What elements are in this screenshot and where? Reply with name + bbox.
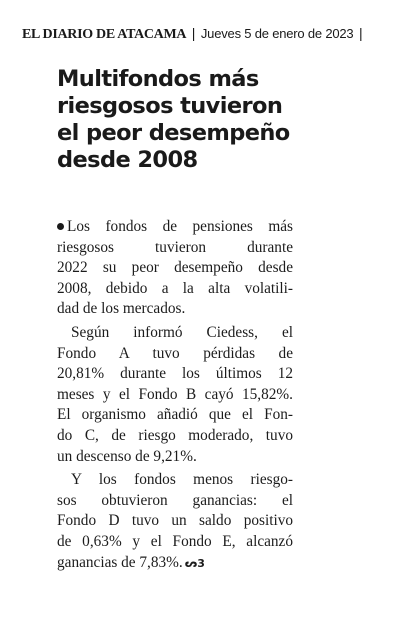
bullet-icon <box>57 223 64 230</box>
headline-line: desde 2008 <box>57 147 198 173</box>
paragraph-line: do C, de riesgo moderado, tuvo <box>57 426 293 444</box>
masthead-separator: | <box>191 25 196 41</box>
article-paragraph <box>57 323 293 467</box>
paragraph-line: de 0,63% y el Fondo E, alcanzó <box>57 532 293 550</box>
masthead-trailing-separator: | <box>358 25 363 41</box>
article-paragraph <box>57 470 293 574</box>
paragraph-line: 2008, debido a la alta volatili- <box>57 279 293 297</box>
headline-line: Multifondos más <box>57 66 259 92</box>
paragraph-line: Los fondos de pensiones más <box>57 217 293 238</box>
article-body <box>57 217 293 574</box>
publication-date: Jueves 5 de enero de 2023 <box>200 26 354 41</box>
masthead <box>22 24 408 44</box>
paragraph-line: ganancias de 7,83%. ᔕ3 <box>57 553 205 571</box>
paragraph-line: dad de los mercados. <box>57 300 186 318</box>
paragraph-line: un descenso de 9,21%. <box>57 447 197 465</box>
paragraph-line: Fondo A tuvo pérdidas de <box>57 344 293 362</box>
headline-line: riesgosos tuvieron <box>57 93 283 119</box>
paragraph-line: El organismo añadió que el Fon- <box>57 406 293 424</box>
newspaper-name: EL DIARIO DE ATACAMA <box>22 27 187 42</box>
paragraph-line: sos obtuvieron ganancias: el <box>57 491 293 509</box>
article-headline <box>57 66 317 174</box>
end-mark-icon: ᔕ3 <box>184 556 205 570</box>
paragraph-line: Y los fondos menos riesgo- <box>71 471 293 489</box>
paragraph-line: Según informó Ciedess, el <box>71 323 293 341</box>
article-paragraph <box>57 217 293 320</box>
headline-line: el peor desempeño <box>57 120 290 146</box>
paragraph-line: 2022 su peor desempeño desde <box>57 259 293 277</box>
paragraph-line: meses y el Fondo B cayó 15,82%. <box>57 385 293 403</box>
paragraph-line: 20,81% durante los últimos 12 <box>57 365 293 383</box>
paragraph-line: riesgosos tuvieron durante <box>57 238 293 256</box>
paragraph-line: Fondo D tuvo un saldo positivo <box>57 512 293 530</box>
